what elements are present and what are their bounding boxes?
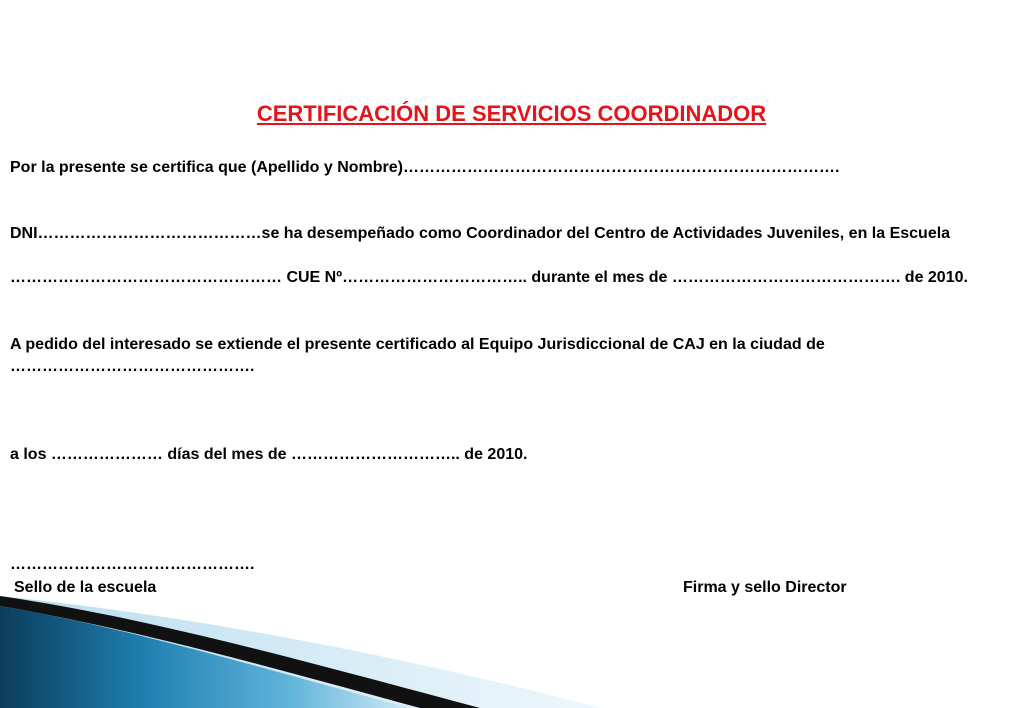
- dni-line: DNI……………………………………se ha desempeñado como Coordinador del Centro de Actividades Juveniles, en la Escuela: [10, 225, 951, 242]
- date-line: a los ………………… días del mes de ………………………….. de 2010.: [10, 446, 528, 463]
- seal-label: Sello de la escuela: [14, 579, 157, 596]
- blue-swoosh-shape: [0, 606, 410, 708]
- signature-dots: ……………………………………….: [10, 556, 255, 573]
- cue-line: …………………………………………… CUE Nº…………………………….. durante el mes de ……………………………………. de 2010.: [10, 269, 968, 286]
- director-signature-label: Firma y sello Director: [683, 579, 847, 596]
- name-line: Por la presente se certifica que (Apellido y Nombre)……………………………………………………………………….: [10, 159, 840, 176]
- black-swoosh-shape: [0, 596, 480, 708]
- document-title: CERTIFICACIÓN DE SERVICIOS COORDINADOR: [256, 101, 767, 126]
- city-dots-line: ……………………………………….: [10, 358, 255, 375]
- request-line: A pedido del interesado se extiende el presente certificado al Equipo Jurisdiccional de CAJ en la ciudad de: [10, 336, 825, 353]
- light-swoosh-shape: [0, 596, 600, 708]
